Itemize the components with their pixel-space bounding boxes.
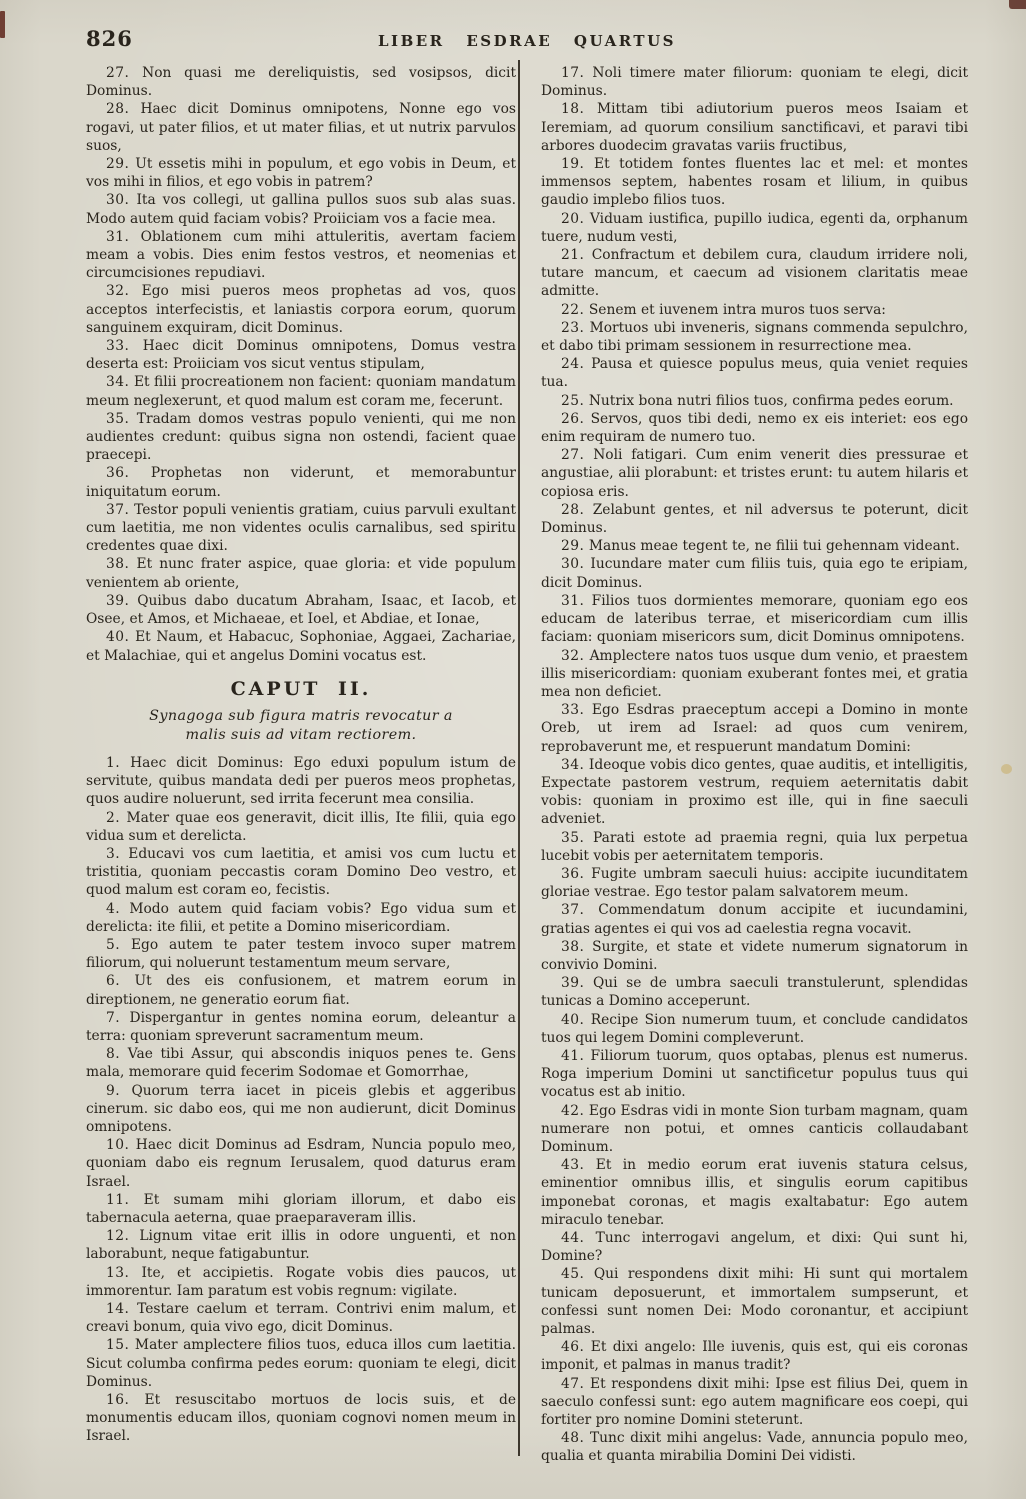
- verse: 48. Tunc dixit mihi angelus: Vade, annuncia populo meo, qualia et quanta mirabilia Domini Dei vidisti.: [541, 1430, 968, 1465]
- verse-number: 47.: [561, 1375, 585, 1392]
- verse-number: 12.: [106, 1228, 130, 1245]
- verse-number: 6.: [106, 973, 121, 990]
- verse-number: 27.: [106, 65, 130, 81]
- verse: 5. Ego autem te pater testem invoco super matrem filiorum, qui noluerunt testamentum meum servare,: [86, 936, 516, 972]
- verse: 31. Oblationem cum mihi attuleritis, avertam faciem meam a vobis. Dies enim festos vestros, et neomenias et circumcisiones repudiavi.: [86, 228, 516, 282]
- verse-number: 46.: [561, 1339, 585, 1356]
- verse-number: 28.: [561, 501, 585, 518]
- verse: 17. Noli timere mater filiorum: quoniam te elegi, dicit Dominus.: [541, 65, 968, 100]
- verse-number: 5.: [106, 936, 121, 953]
- scan-corner-mark: [1009, 0, 1026, 9]
- verse: 40. Et Naum, et Habacuc, Sophoniae, Aggaei, Zachariae, et Malachiae, qui et angelus Domini vocatus est.: [86, 629, 516, 664]
- verse: 43. Et in medio eorum erat iuvenis statura celsus, eminentior omnibus illis, et singulis eorum capitibus imponebat coronas, et magis exaltabatur: Ego autem miraculo tenebar.: [541, 1157, 968, 1228]
- column-divider-rule: [518, 60, 520, 1456]
- verse-number: 22.: [561, 301, 585, 318]
- verse: 24. Pausa et quiesce populus meus, quia veniet requies tua.: [541, 356, 968, 391]
- verse: 34. Ideoque vobis dico gentes, quae auditis, et intelligitis, Expectate pastorem vestrum, requiem aeternitatis dabit vobis: quoniam in proximo est ille, qui in fine saeculi adveniet.: [541, 756, 968, 828]
- verse: 6. Ut des eis confusionem, et matrem eorum in direptionem, ne generatio eorum fiat.: [86, 973, 516, 1008]
- verse: 30. Iucundare mater cum filiis tuis, quia ego te eripiam, dicit Dominus.: [541, 556, 968, 591]
- verse-number: 19.: [561, 156, 585, 173]
- verse: 35. Parati estote ad praemia regni, quia lux perpetua lucebit vobis per aeternitatem temporis.: [541, 829, 968, 864]
- verse-number: 13.: [106, 1264, 130, 1281]
- verse: 7. Dispergantur in gentes nomina eorum, deleantur a terra: quoniam spreverunt sacramentum meum.: [86, 1009, 516, 1044]
- verse-number: 29.: [561, 538, 585, 555]
- verse: 28. Haec dicit Dominus omnipotens, Nonne ego vos rogavi, ut pater filios, et ut mater filias, et ut nutrix parvulos suos,: [86, 101, 516, 154]
- verse-number: 27.: [561, 447, 585, 464]
- verse: 29. Ut essetis mihi in populum, et ego vobis in Deum, et vos mihi in filios, et ego vobis in patrem?: [86, 156, 516, 191]
- running-title: LIBER ESDRAE QUARTUS: [378, 32, 676, 50]
- verse-number: 36.: [106, 465, 130, 482]
- verse-number: 30.: [561, 556, 585, 573]
- chapter-subtitle: Synagoga sub figura matris revocatur a malis suis ad vitam rectiorem.: [149, 707, 453, 743]
- paper-stain: [1001, 764, 1012, 774]
- chapter-2-verses: [86, 754, 516, 1446]
- verse-number: 37.: [106, 501, 130, 518]
- verse: 41. Filiorum tuorum, quos optabas, plenus est numerus. Roga imperium Domini ut sanctificetur populus tuus qui vocatus est ab initio.: [541, 1047, 968, 1101]
- verse-number: 16.: [106, 1392, 130, 1409]
- verse: 45. Qui respondens dixit mihi: Hi sunt qui mortalem tunicam deposuerunt, et immortalem sumpserunt, et confessi sunt nomen Dei: Modo coronantur, et accipiunt palmas.: [541, 1266, 968, 1338]
- verse: 20. Viduam iustifica, pupillo iudica, egenti da, orphanum tuere, nudum vesti,: [541, 210, 968, 245]
- verse-number: 38.: [106, 556, 130, 573]
- verse: 18. Mittam tibi adiutorium pueros meos Isaiam et Ieremiam, ad quorum consilium sanctificavi, et paravi tibi arbores duodecim gravatas variis fructibus,: [541, 101, 968, 154]
- right-column: [541, 64, 968, 1466]
- verse-number: 33.: [106, 338, 130, 355]
- verse-number: 30.: [106, 192, 130, 209]
- verse-number: 34.: [106, 374, 130, 391]
- verse-number: 32.: [106, 283, 130, 300]
- verse-number: 21.: [561, 247, 585, 264]
- verse: 23. Mortuos ubi inveneris, signans commenda sepulchro, et dabo tibi primam sessionem in resurrectione mea.: [541, 319, 968, 355]
- verse-number: 28.: [106, 101, 130, 118]
- verse: 9. Quorum terra iacet in piceis glebis et aggeribus cinerum. sic dabo eos, qui me non audierunt, dicit Dominus omnipotens.: [86, 1082, 516, 1135]
- verse: 22. Senem et iuvenem intra muros tuos serva:: [561, 301, 886, 318]
- chapter-2-verses-continued: [541, 64, 968, 1466]
- verse-number: 37.: [561, 902, 585, 919]
- verse: 38. Et nunc frater aspice, quae gloria: et vide populum venientem ab oriente,: [86, 556, 516, 591]
- verse-number: 34.: [561, 756, 585, 773]
- verse: 19. Et totidem fontes fluentes lac et mel: et montes immensos septem, habentes rosam et lilium, in quibus gaudio implebo filios tuos.: [541, 156, 968, 209]
- verse-number: 35.: [106, 410, 130, 427]
- verse-number: 11.: [106, 1191, 130, 1208]
- verse: 25. Nutrix bona nutri filios tuos, confirma pedes eorum.: [561, 392, 954, 409]
- verse: 47. Et respondens dixit mihi: Ipse est filius Dei, quem in saeculo confessi sunt: ego autem magnificare eos coepi, qui fortiter pro nomine Domini steterunt.: [541, 1375, 968, 1429]
- verse: 32. Amplectere natos tuos usque dum venio, et praestem illis misericordiam: quoniam exuberant fontes mei, et gratia mea non deficiet.: [541, 647, 968, 700]
- verse-number: 36.: [561, 865, 585, 882]
- verse: 16. Et resuscitabo mortuos de locis suis, et de monumentis educam illos, quoniam cognovi nomen meum in Israel.: [86, 1392, 516, 1445]
- verse: 34. Et filii procreationem non facient: quoniam mandatum meum neglexerunt, et quod malum est coram me, fecerunt.: [86, 374, 516, 409]
- verse-number: 8.: [106, 1046, 121, 1063]
- verse: 37. Commendatum donum accipite et iucundamini, gratias agentes ei qui vos ad caelestia regna vocavit.: [541, 902, 968, 937]
- verse-number: 18.: [561, 101, 585, 118]
- verse-number: 48.: [561, 1430, 585, 1447]
- verse: 10. Haec dicit Dominus ad Esdram, Nuncia populo meo, quoniam dabo eis regnum Ierusalem, quod daturus eram Israel.: [86, 1137, 516, 1190]
- page-number: 826: [86, 26, 133, 51]
- verse: 2. Mater quae eos generavit, dicit illis, Ite filii, quia ego vidua sum et derelicta.: [86, 809, 516, 844]
- left-column: [86, 64, 516, 1446]
- verse: 46. Et dixi angelo: Ille iuvenis, quis est, qui eis coronas imponit, et palmas in manus tradit?: [541, 1339, 968, 1374]
- verse-number: 45.: [561, 1266, 585, 1283]
- verse-number: 9.: [106, 1082, 121, 1099]
- verse: 11. Et sumam mihi gloriam illorum, et dabo eis tabernacula aeterna, quae praeparaveram illis.: [86, 1191, 516, 1226]
- verse: 14. Testare caelum et terram. Contrivi enim malum, et creavi bonum, quia vivo ego, dicit Dominus.: [86, 1301, 516, 1336]
- chapter-heading: CAPUT II.: [230, 677, 372, 700]
- verse-number: 40.: [106, 629, 130, 646]
- scan-edge-mark: [0, 11, 5, 38]
- verse-number: 31.: [561, 592, 585, 609]
- verse: 3. Educavi vos cum laetitia, et amisi vos cum luctu et tristitia, quoniam peccastis coram Domino Deo vestro, et quod malum est coram eo, fecistis.: [86, 845, 516, 899]
- verse: 27. Noli fatigari. Cum enim venerit dies pressurae et angustiae, alii plorabunt: et tristes erunt: tu autem hilaris et copiosa eris.: [541, 447, 968, 500]
- verse: 4. Modo autem quid faciam vobis? Ego vidua sum et derelicta: ite filii, et petite a Domino misericordiam.: [86, 900, 516, 935]
- verse-number: 33.: [561, 702, 585, 719]
- verse: 28. Zelabunt gentes, et nil adversus te poterunt, dicit Dominus.: [541, 501, 968, 537]
- verse-number: 44.: [561, 1230, 585, 1246]
- verse-number: 39.: [106, 592, 130, 609]
- verse-number: 31.: [106, 228, 130, 245]
- verse: 26. Servos, quos tibi dedi, nemo ex eis interiet: eos ego enim requiram de numero tuo.: [541, 410, 968, 446]
- verse-number: 7.: [106, 1009, 121, 1026]
- verse: 21. Confractum et debilem cura, claudum irridere noli, tutare mancum, et caecum ad visionem claritatis meae admitte.: [541, 247, 968, 300]
- verse: 8. Vae tibi Assur, qui abscondis iniquos penes te. Gens mala, memorare quid fecerim Sodomae et Gomorrhae,: [86, 1046, 516, 1081]
- verse-number: 4.: [106, 900, 121, 917]
- verse: 39. Qui se de umbra saeculi transtulerunt, splendidas tunicas a Domino acceperunt.: [541, 975, 968, 1010]
- verse: 15. Mater amplectere filios tuos, educa illos cum laetitia. Sicut columba confirma pedes eorum: quoniam te elegi, dicit Dominus.: [86, 1337, 516, 1390]
- verse: 1. Haec dicit Dominus: Ego eduxi populum istum de servitute, quibus mandata dedi per pueros meos prophetas, quos audire noluerunt, sed irrita fecerunt mea consilia.: [86, 754, 516, 808]
- verse-number: 24.: [561, 356, 585, 373]
- verse-number: 25.: [561, 392, 585, 409]
- verse-number: 38.: [561, 938, 585, 955]
- verse: 39. Quibus dabo ducatum Abraham, Isaac, et Iacob, et Osee, et Amos, et Michaeae, et Ioel, et Abdiae, et Ionae,: [86, 592, 516, 628]
- verse: 31. Filios tuos dormientes memorare, quoniam ego eos educam de lateribus terrae, et misericordiam cum illis faciam: quoniam misericors sum, dicit Dominus omnipotens.: [541, 592, 968, 646]
- verse-number: 14.: [106, 1301, 130, 1317]
- verse-number: 39.: [561, 975, 585, 992]
- verse-number: 10.: [106, 1137, 130, 1154]
- verse-number: 29.: [106, 156, 130, 173]
- verse: 36. Fugite umbram saeculi huius: accipite iucunditatem gloriae vestrae. Ego testor palam salvatorem meum.: [541, 865, 968, 901]
- verse: 33. Ego Esdras praeceptum accepi a Domino in monte Oreb, ut irem ad Israel: ad quos cum venirem, reprobaverunt me, et respuerunt mandatum Domini:: [541, 702, 968, 755]
- verse-number: 20.: [561, 210, 585, 227]
- verse: 36. Prophetas non viderunt, et memorabuntur iniquitatum eorum.: [86, 465, 516, 500]
- verse: 12. Lignum vitae erit illis in odore unguenti, et non laborabunt, neque fatigabuntur.: [86, 1228, 516, 1263]
- chapter-1-verses: [86, 64, 516, 665]
- verse-number: 15.: [106, 1337, 130, 1354]
- verse: 42. Ego Esdras vidi in monte Sion turbam magnam, quam numerare non potui, et omnes canticis collaudabant Dominum.: [541, 1102, 968, 1155]
- verse-number: 3.: [106, 845, 121, 862]
- verse: 29. Manus meae tegent te, ne filii tui gehennam videant.: [561, 538, 960, 555]
- verse: 38. Surgite, et state et videte numerum signatorum in convivio Domini.: [541, 938, 968, 973]
- verse-number: 43.: [561, 1157, 585, 1174]
- verse: 32. Ego misi pueros meos prophetas ad vos, quos acceptos interfecistis, et laniastis corpora eorum, quorum sanguinem exquiram, dicit Dominus.: [86, 283, 516, 336]
- verse: 30. Ita vos collegi, ut gallina pullos suos sub alas suas. Modo autem quid faciam vobis? Proiiciam vos a facie mea.: [86, 192, 516, 227]
- verse-number: 41.: [561, 1047, 585, 1064]
- verse: 44. Tunc interrogavi angelum, et dixi: Qui sunt hi, Domine?: [541, 1230, 968, 1265]
- verse: 27. Non quasi me dereliquistis, sed vosipsos, dicit Dominus.: [86, 65, 516, 100]
- verse-number: 23.: [561, 319, 585, 336]
- verse: 35. Tradam domos vestras populo venienti, qui me non audientes credunt: quibus signa non ostendi, facient quae praecepi.: [86, 410, 516, 464]
- verse: 37. Testor populi venientis gratiam, cuius parvuli exultant cum laetitia, me non videntes oculis carnalibus, sed spiritu credentes quae dixi.: [86, 501, 516, 555]
- verse-number: 1.: [106, 754, 121, 771]
- verse-number: 26.: [561, 410, 585, 427]
- verse: 40. Recipe Sion numerum tuum, et conclude candidatos tuos qui legem Domini compleverunt.: [541, 1011, 968, 1046]
- verse-number: 32.: [561, 647, 585, 664]
- verse-number: 35.: [561, 829, 585, 846]
- verse-number: 17.: [561, 65, 585, 81]
- verse-number: 40.: [561, 1011, 585, 1028]
- verse-number: 42.: [561, 1102, 585, 1119]
- verse: 13. Ite, et accipietis. Rogate vobis dies paucos, ut immorentur. Iam paratum est vobis regnum: vigilate.: [86, 1264, 516, 1299]
- verse: 33. Haec dicit Dominus omnipotens, Domus vestra deserta est: Proiiciam vos sicut ventus stipulam,: [86, 338, 516, 373]
- verse-number: 2.: [106, 809, 121, 826]
